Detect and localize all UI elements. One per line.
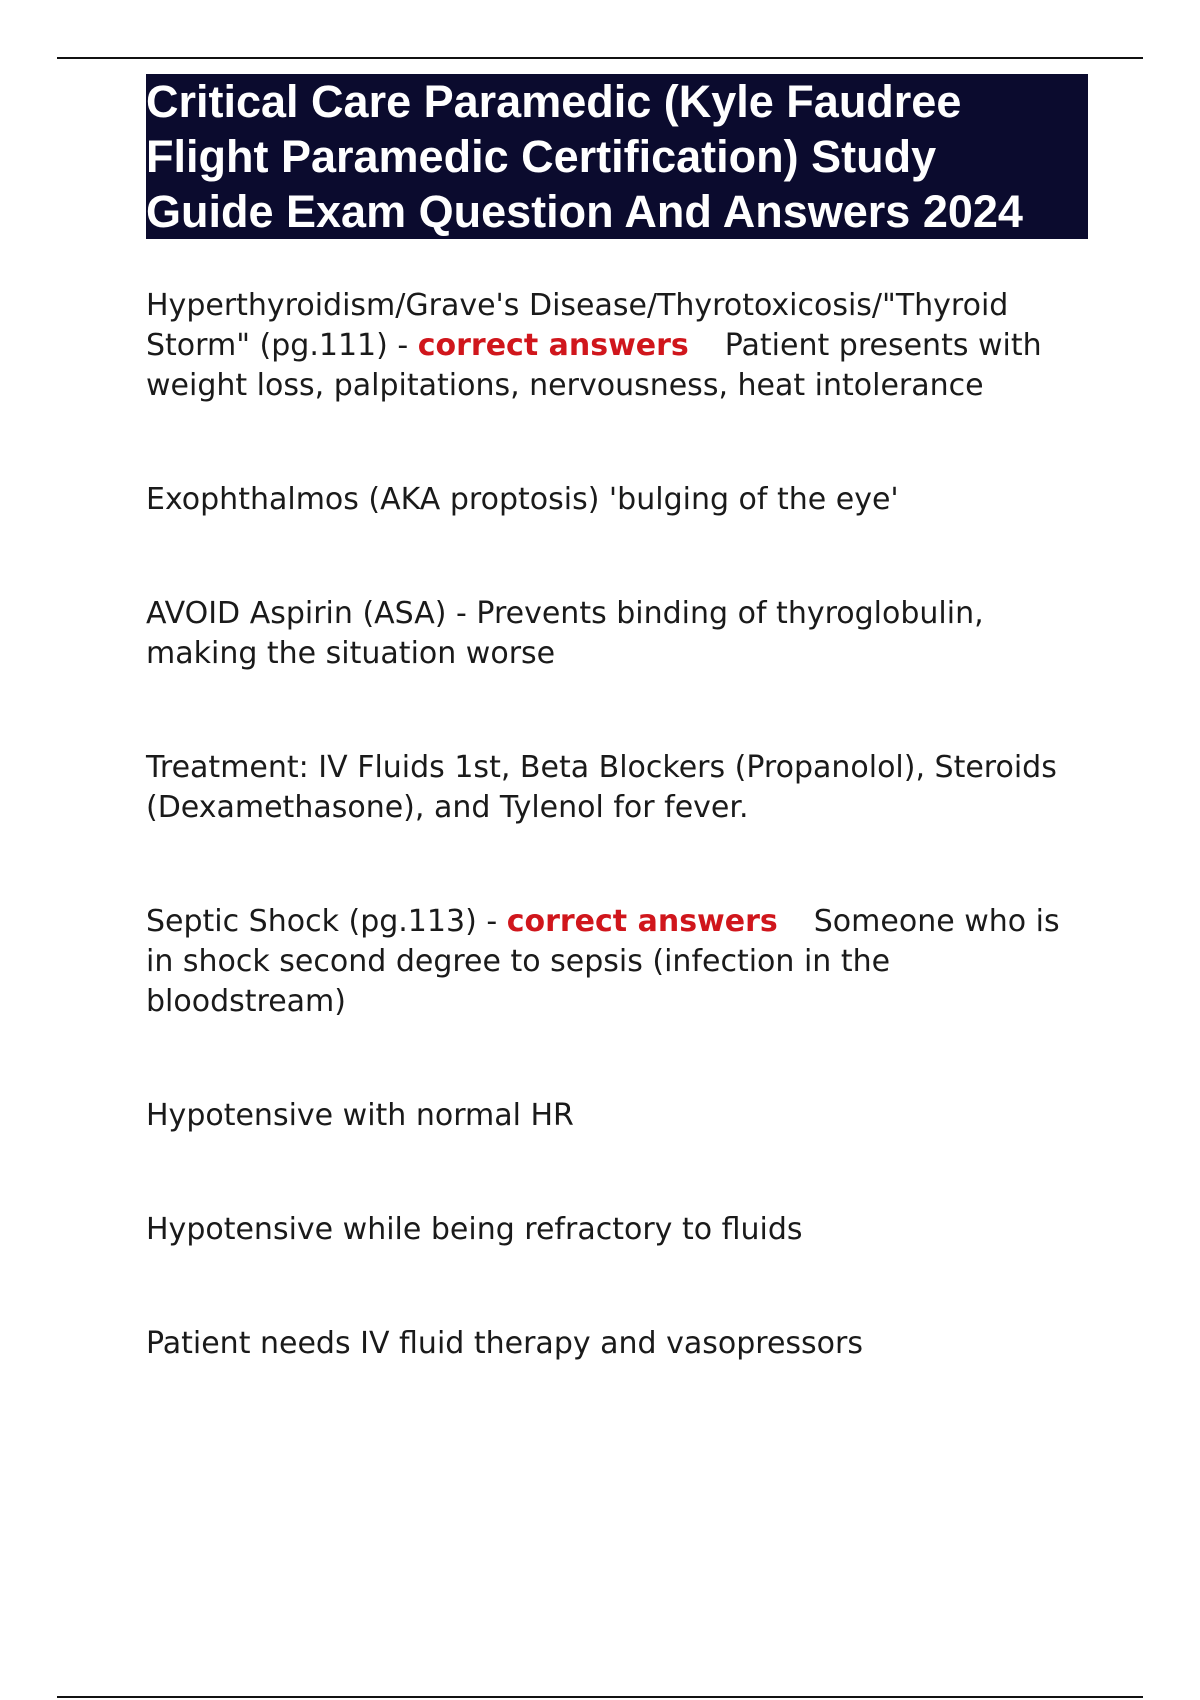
note-refractory-fluids: Hypotensive while being refractory to fluids: [146, 1212, 803, 1247]
question-text: Septic Shock (pg.113) -: [146, 904, 507, 939]
bottom-rule: [57, 1696, 1143, 1698]
answer-text: Someone who is in shock second degree to sepsis (infection in the bloodstream): [146, 904, 1060, 1019]
note-treatment: Treatment: IV Fluids 1st, Beta Blockers (Propanolol), Steroids (Dexamethasone), and Tylenol for fever.: [146, 750, 1057, 825]
note-hypotensive-normal-hr: Hypotensive with normal HR: [146, 1098, 574, 1133]
note-exophthalmos: Exophthalmos (AKA proptosis) 'bulging of the eye': [146, 482, 899, 517]
note-avoid-aspirin: AVOID Aspirin (ASA) - Prevents binding of thyroglobulin, making the situation worse: [146, 596, 984, 671]
top-rule: [57, 57, 1143, 59]
title-line-3: Guide Exam Question And Answers 2024: [146, 186, 1023, 237]
correct-answers-marker: correct answers: [506, 904, 778, 939]
title-line-1: Critical Care Paramedic (Kyle Faudree: [146, 76, 962, 127]
correct-answers-marker: correct answers: [417, 328, 689, 363]
note-iv-vasopressors: Patient needs IV fluid therapy and vasopressors: [146, 1326, 863, 1361]
question-text: Hyperthyroidism/Grave's Disease/Thyrotoxicosis/"Thyroid Storm" (pg.111) -: [146, 288, 1009, 363]
qa-entry-septic-shock: [146, 902, 1086, 1022]
document-title: [146, 74, 1088, 239]
answer-text: Patient presents with weight loss, palpitations, nervousness, heat intolerance: [146, 328, 1042, 403]
qa-content: [146, 286, 1086, 1364]
title-line-2: Flight Paramedic Certification) Study: [146, 131, 937, 182]
qa-entry-thyroid: [146, 286, 1086, 406]
